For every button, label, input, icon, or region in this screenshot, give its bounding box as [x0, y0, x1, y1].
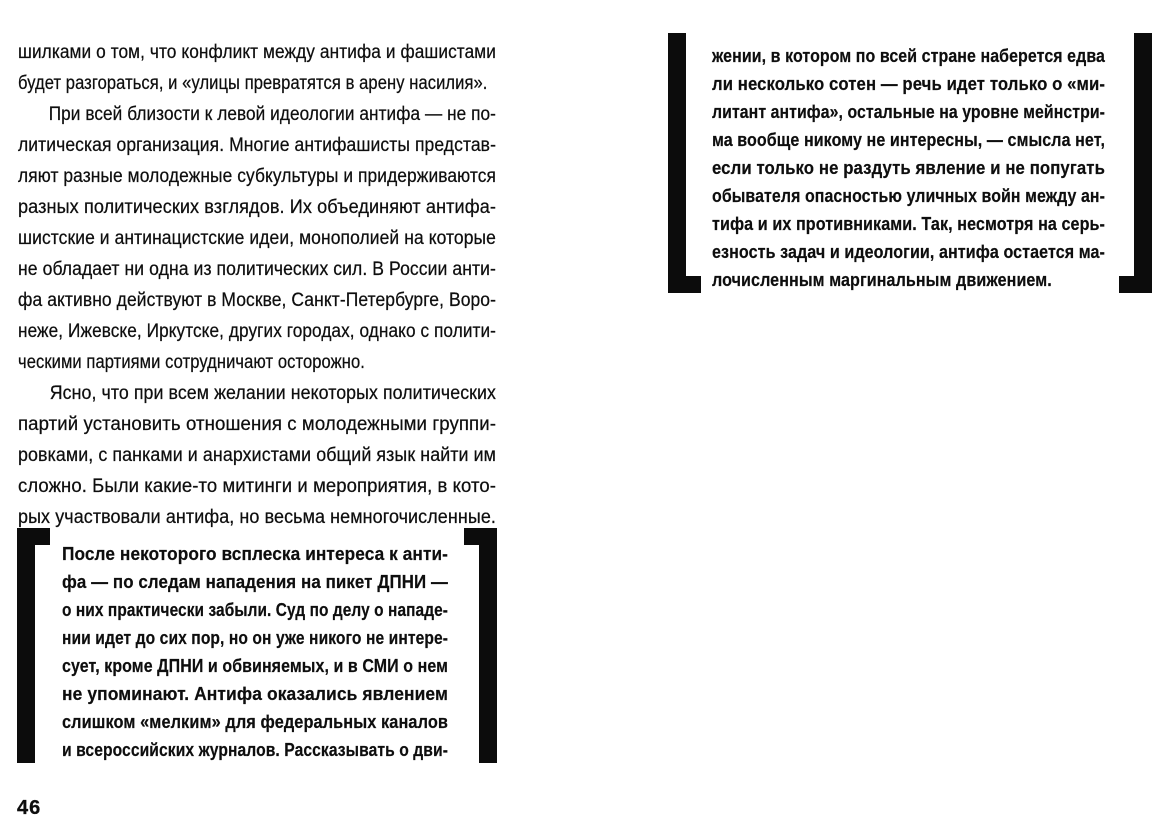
text-line	[18, 99, 496, 130]
text-line-content: шилками о том, что конфликт между антифа и фашистами	[18, 42, 497, 63]
text-line-content: разных политических взглядов. Их объединяют антифа-	[18, 197, 496, 218]
text-line	[18, 254, 496, 285]
text-line	[62, 568, 448, 596]
text-line-content: шистские и антинацистские идеи, монополией на которые	[18, 228, 496, 249]
text-line	[712, 210, 1105, 238]
text-line	[62, 652, 448, 680]
text-line-content: будет разгораться, и «улицы превратятся в арену насилия».	[18, 73, 488, 94]
text-line	[18, 347, 496, 378]
text-line-content: о них практически забыли. Суд по делу о нападе-	[62, 599, 448, 620]
text-line-content: ческими партиями сотрудничают осторожно.	[18, 352, 365, 373]
text-line	[712, 126, 1105, 154]
text-line	[712, 182, 1105, 210]
text-line	[18, 161, 496, 192]
text-line	[62, 708, 448, 736]
text-line-content: если только не раздуть явление и не попугать	[712, 157, 1105, 178]
pull-quote-right-page	[668, 33, 1152, 293]
text-line	[18, 316, 496, 347]
right-page	[582, 0, 1165, 840]
text-line	[62, 680, 448, 708]
text-line-content: рых участвовали антифа, но весьма немногочисленные.	[18, 507, 496, 528]
text-line	[18, 285, 496, 316]
left-page	[0, 0, 582, 840]
text-line-content: фа — по следам нападения на пикет ДПНИ —	[62, 571, 448, 592]
text-line-content: литическая организация. Многие антифашисты представ-	[18, 135, 496, 156]
text-line	[712, 154, 1105, 182]
text-line	[712, 98, 1105, 126]
text-line	[62, 596, 448, 624]
text-line	[18, 440, 496, 471]
text-line	[712, 238, 1105, 266]
text-line	[18, 471, 496, 502]
text-line-content: слишком «мелким» для федеральных каналов	[62, 711, 448, 732]
quote-bracket-top-left-icon	[17, 528, 35, 763]
text-line-content: тифа и их противниками. Так, несмотря на серь-	[712, 213, 1105, 234]
text-line	[18, 192, 496, 223]
text-line	[18, 223, 496, 254]
quote-bracket-bottom-right-icon	[1134, 33, 1152, 293]
text-line	[62, 736, 448, 764]
pull-quote-text-right	[712, 42, 1105, 294]
text-line-content: Ясно, что при всем желании некоторых политических	[49, 383, 497, 404]
text-line-content: и всероссийских журналов. Рассказывать о дви-	[62, 739, 448, 760]
text-line-content: ма вообще никому не интересны, — смысла нет,	[712, 129, 1105, 150]
text-line	[18, 409, 496, 440]
text-line-content: ляют разные молодежные субкультуры и придерживаются	[18, 166, 496, 187]
text-line	[62, 624, 448, 652]
text-line-content: При всей близости к левой идеологии антифа — не по-	[48, 104, 496, 125]
text-line-content: ли несколько сотен — речь идет только о «ми-	[712, 73, 1105, 94]
text-line-content: литант антифа», остальные на уровне мейнстри-	[712, 101, 1105, 122]
pull-quote-left-page	[17, 528, 497, 763]
text-line-content: обывателя опасностью уличных войн между ан-	[712, 185, 1105, 206]
quote-bracket-top-right-icon	[479, 528, 497, 763]
text-line-content: не обладает ни одна из политических сил. В России анти-	[18, 259, 496, 280]
text-line	[712, 70, 1105, 98]
text-line	[62, 540, 448, 568]
text-line-content: После некоторого всплеска интереса к анти-	[62, 543, 448, 564]
text-line	[18, 378, 496, 409]
text-line-content: езность задач и идеологии, антифа остается ма-	[712, 241, 1105, 262]
text-line	[712, 266, 1105, 294]
text-line-content: фа активно действуют в Москве, Санкт-Петербурге, Воро-	[18, 290, 496, 311]
text-line	[712, 42, 1105, 70]
text-line-content: жении, в котором по всей стране наберется едва	[712, 45, 1105, 66]
text-line-content: сует, кроме ДПНИ и обвиняемых, и в СМИ о нем	[62, 655, 448, 676]
text-line-content: партий установить отношения с молодежными группи-	[18, 414, 496, 435]
text-line-content: неже, Ижевске, Иркутске, других городах, однако с полити-	[18, 321, 496, 342]
text-line-content: лочисленным маргинальным движением.	[712, 269, 1052, 290]
quote-bracket-bottom-left-icon	[668, 33, 686, 293]
text-line-content: нии идет до сих пор, но он уже никого не интере-	[62, 627, 448, 648]
text-line	[18, 68, 496, 99]
text-line-content: не упоминают. Антифа оказались явлением	[62, 683, 448, 704]
text-line-content: ровками, с панками и анархистами общий язык найти им	[18, 445, 496, 466]
page-number: 46	[17, 797, 42, 819]
text-line	[18, 130, 496, 161]
pull-quote-text-left	[62, 540, 448, 764]
text-line	[18, 37, 496, 68]
text-line-content: сложно. Были какие-то митинги и мероприятия, в кото-	[18, 476, 496, 497]
body-text-column	[18, 37, 496, 533]
